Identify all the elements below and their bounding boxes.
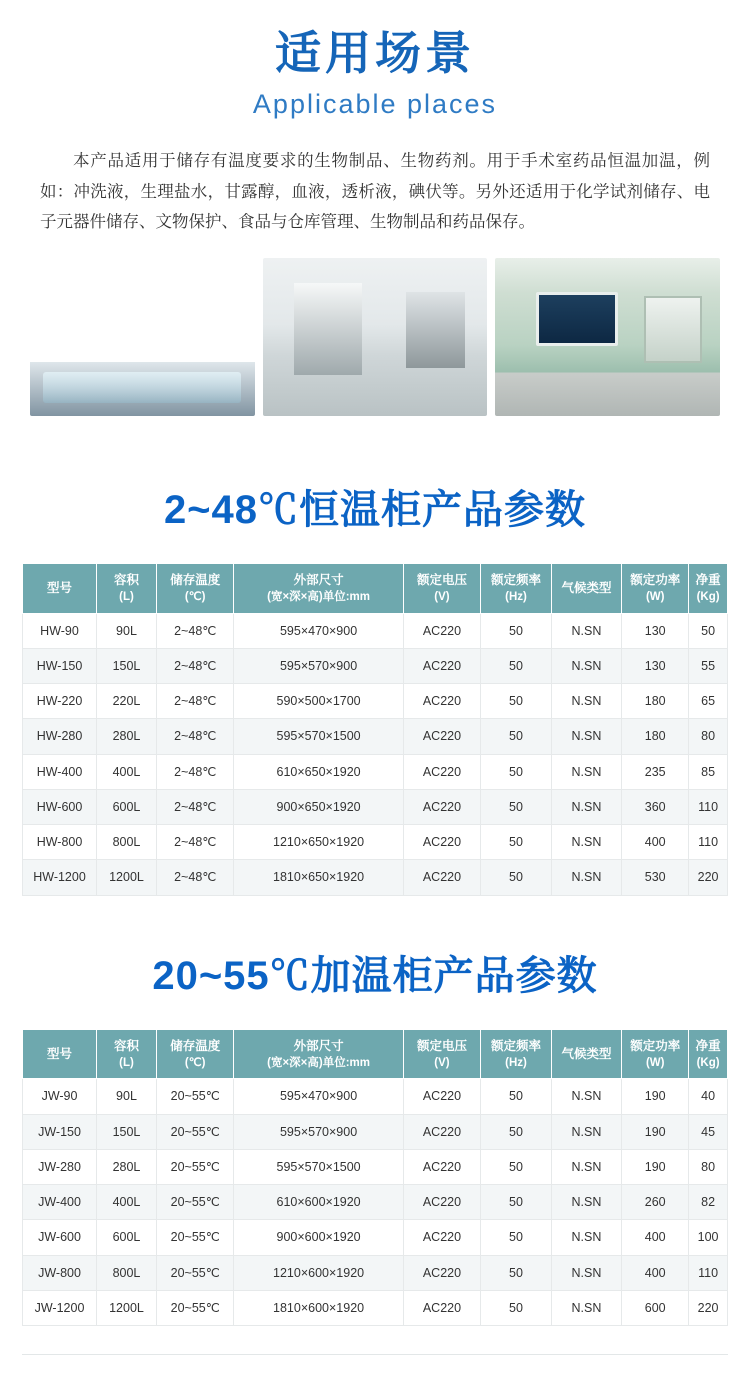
col-header-frequency: 额定频率 (Hz) [481,563,552,613]
spec-table-wrap-constant-temp [22,563,728,896]
cell-volume: 90L [97,613,157,648]
page-subtitle: Applicable places [252,89,498,120]
cell-model: JW-90 [23,1079,97,1114]
cell-model: HW-800 [23,825,97,860]
table-row [23,789,728,824]
cell-weight: 50 [689,613,728,648]
col-header-net-weight: 净重 (Kg) [689,1029,728,1079]
cell-power: 400 [622,825,689,860]
table-row [23,1220,728,1255]
cell-frequency: 50 [481,648,552,683]
cell-volume: 600L [97,1220,157,1255]
table-row [23,825,728,860]
cell-voltage: AC220 [403,754,481,789]
cell-volume: 1200L [97,1290,157,1325]
cell-voltage: AC220 [403,1185,481,1220]
cell-climate: N.SN [551,684,622,719]
cell-voltage: AC220 [403,789,481,824]
hospital-cabinet-photo [495,258,720,416]
cell-voltage: AC220 [403,1149,481,1184]
cell-frequency: 50 [481,613,552,648]
cell-climate: N.SN [551,754,622,789]
cell-model: HW-600 [23,789,97,824]
cell-power: 400 [622,1255,689,1290]
cell-frequency: 50 [481,1185,552,1220]
cell-model: HW-220 [23,684,97,719]
cell-climate: N.SN [551,1255,622,1290]
cell-dimensions: 1210×600×1920 [234,1255,403,1290]
bottom-spacer-2 [0,1355,750,1383]
cell-dimensions: 590×500×1700 [234,684,403,719]
cell-climate: N.SN [551,719,622,754]
cell-dimensions: 610×650×1920 [234,754,403,789]
cell-voltage: AC220 [403,1079,481,1114]
cell-frequency: 50 [481,1114,552,1149]
cell-volume: 400L [97,1185,157,1220]
cell-climate: N.SN [551,1114,622,1149]
intro-text: 本产品适用于储存有温度要求的生物制品、生物药剂。用于手术室药品恒温加温，例如：冲洗液，生理盐水，甘露醇，血液，透析液，碘伏等。另外还适用于化学试剂储存、电子元器件储存、文物保护、食品与仓库管理、生物制品和药品保存。 [40,152,710,232]
cell-frequency: 50 [481,1255,552,1290]
cell-power: 130 [622,648,689,683]
table-row [23,648,728,683]
cell-power: 190 [622,1149,689,1184]
table-row [23,1079,728,1114]
cell-model: HW-150 [23,648,97,683]
cell-climate: N.SN [551,648,622,683]
cell-volume: 800L [97,1255,157,1290]
cell-weight: 80 [689,1149,728,1184]
table-row [23,860,728,895]
cell-dimensions: 595×570×900 [234,648,403,683]
col-header-volume: 容积 (L) [97,1029,157,1079]
cell-voltage: AC220 [403,648,481,683]
cell-temp: 2~48℃ [156,754,234,789]
cell-frequency: 50 [481,719,552,754]
cell-voltage: AC220 [403,719,481,754]
cell-frequency: 50 [481,825,552,860]
cell-climate: N.SN [551,1220,622,1255]
cell-climate: N.SN [551,1149,622,1184]
cell-model: HW-400 [23,754,97,789]
cell-climate: N.SN [551,860,622,895]
cell-weight: 110 [689,789,728,824]
cell-temp: 2~48℃ [156,613,234,648]
spec-table-constant-temp [22,563,728,896]
cell-volume: 150L [97,648,157,683]
cell-climate: N.SN [551,789,622,824]
table-row [23,754,728,789]
cell-dimensions: 595×570×900 [234,1114,403,1149]
col-header-voltage: 额定电压 (V) [403,563,481,613]
cell-power: 190 [622,1114,689,1149]
cell-temp: 20~55℃ [156,1255,234,1290]
cell-power: 600 [622,1290,689,1325]
col-header-voltage: 额定电压 (V) [403,1029,481,1079]
section-title-constant-temp: 2~48℃恒温柜产品参数 [163,487,587,532]
cell-volume: 90L [97,1079,157,1114]
cell-frequency: 50 [481,754,552,789]
col-header-model: 型号 [23,563,97,613]
cell-weight: 220 [689,860,728,895]
cell-weight: 110 [689,1255,728,1290]
col-header-frequency: 额定频率 (Hz) [481,1029,552,1079]
cell-volume: 280L [97,1149,157,1184]
cell-model: HW-1200 [23,860,97,895]
table-header-row [23,563,728,613]
col-header-model: 型号 [23,1029,97,1079]
cell-volume: 400L [97,754,157,789]
cell-dimensions: 900×650×1920 [234,789,403,824]
cell-power: 400 [622,1220,689,1255]
cell-dimensions: 595×570×1500 [234,719,403,754]
cell-temp: 2~48℃ [156,648,234,683]
cell-temp: 20~55℃ [156,1079,234,1114]
cell-weight: 110 [689,825,728,860]
col-header-storage-temp: 储存温度 (℃) [156,1029,234,1079]
intro-paragraph [40,146,710,238]
cell-frequency: 50 [481,1290,552,1325]
cell-weight: 100 [689,1220,728,1255]
cell-model: JW-1200 [23,1290,97,1325]
cell-temp: 2~48℃ [156,860,234,895]
cell-weight: 82 [689,1185,728,1220]
cell-voltage: AC220 [403,825,481,860]
cell-temp: 20~55℃ [156,1290,234,1325]
col-header-volume: 容积 (L) [97,563,157,613]
cell-climate: N.SN [551,613,622,648]
cell-frequency: 50 [481,684,552,719]
cell-power: 180 [622,719,689,754]
table-row [23,1149,728,1184]
cell-voltage: AC220 [403,860,481,895]
cell-model: JW-280 [23,1149,97,1184]
col-header-net-weight: 净重 (Kg) [689,563,728,613]
cell-dimensions: 595×570×1500 [234,1149,403,1184]
cell-power: 130 [622,613,689,648]
cell-power: 360 [622,789,689,824]
cell-frequency: 50 [481,1149,552,1184]
cell-temp: 20~55℃ [156,1114,234,1149]
cell-voltage: AC220 [403,1255,481,1290]
cell-volume: 150L [97,1114,157,1149]
col-header-power: 额定功率 (W) [622,563,689,613]
cell-volume: 600L [97,789,157,824]
cell-model: HW-280 [23,719,97,754]
col-header-climate-type: 气候类型 [551,563,622,613]
cell-weight: 45 [689,1114,728,1149]
cell-model: JW-150 [23,1114,97,1149]
col-header-dimensions: 外部尺寸 (宽×深×高)单位:mm [234,1029,403,1079]
cell-volume: 800L [97,825,157,860]
cell-temp: 20~55℃ [156,1149,234,1184]
cell-model: JW-600 [23,1220,97,1255]
cell-weight: 85 [689,754,728,789]
table-row [23,1185,728,1220]
spec-table-wrap-warming [22,1029,728,1327]
cell-voltage: AC220 [403,1220,481,1255]
cell-temp: 2~48℃ [156,684,234,719]
cell-frequency: 50 [481,789,552,824]
cell-volume: 1200L [97,860,157,895]
table-header-row [23,1029,728,1079]
cell-frequency: 50 [481,1079,552,1114]
cell-dimensions: 595×470×900 [234,613,403,648]
cell-temp: 2~48℃ [156,719,234,754]
spec-table-warming [22,1029,728,1327]
page-title: 适用场景 [275,27,475,79]
cell-dimensions: 900×600×1920 [234,1220,403,1255]
cell-dimensions: 1810×650×1920 [234,860,403,895]
cell-weight: 55 [689,648,728,683]
cell-power: 190 [622,1079,689,1114]
cell-frequency: 50 [481,1220,552,1255]
cell-power: 180 [622,684,689,719]
cell-frequency: 50 [481,860,552,895]
col-header-storage-temp: 储存温度 (℃) [156,563,234,613]
cell-temp: 20~55℃ [156,1220,234,1255]
cell-model: JW-400 [23,1185,97,1220]
cell-weight: 65 [689,684,728,719]
cell-power: 235 [622,754,689,789]
cell-weight: 40 [689,1079,728,1114]
cell-voltage: AC220 [403,1290,481,1325]
photo-strip [30,258,720,416]
cell-voltage: AC220 [403,613,481,648]
cell-climate: N.SN [551,825,622,860]
table-row [23,719,728,754]
cell-temp: 2~48℃ [156,789,234,824]
cell-dimensions: 1810×600×1920 [234,1290,403,1325]
col-header-climate-type: 气候类型 [551,1029,622,1079]
cell-temp: 2~48℃ [156,825,234,860]
cell-power: 260 [622,1185,689,1220]
cell-dimensions: 1210×650×1920 [234,825,403,860]
cell-weight: 220 [689,1290,728,1325]
cell-model: HW-90 [23,613,97,648]
table-row [23,684,728,719]
col-header-dimensions: 外部尺寸 (宽×深×高)单位:mm [234,563,403,613]
cell-volume: 220L [97,684,157,719]
cell-climate: N.SN [551,1185,622,1220]
table-row [23,1255,728,1290]
cell-weight: 80 [689,719,728,754]
section-title-warming: 20~55℃加温柜产品参数 [152,953,598,998]
cell-voltage: AC220 [403,684,481,719]
cell-temp: 20~55℃ [156,1185,234,1220]
cell-volume: 280L [97,719,157,754]
cell-climate: N.SN [551,1079,622,1114]
cell-dimensions: 595×470×900 [234,1079,403,1114]
table-row [23,613,728,648]
cell-dimensions: 610×600×1920 [234,1185,403,1220]
table-row [23,1114,728,1149]
bottom-spacer [0,1326,750,1354]
cell-model: JW-800 [23,1255,97,1290]
lab-researchers-photo [30,258,255,416]
cell-climate: N.SN [551,1290,622,1325]
hero-section [0,0,750,120]
table-row [23,1290,728,1325]
cell-voltage: AC220 [403,1114,481,1149]
col-header-power: 额定功率 (W) [622,1029,689,1079]
cell-power: 530 [622,860,689,895]
instrument-lab-photo [263,258,488,416]
